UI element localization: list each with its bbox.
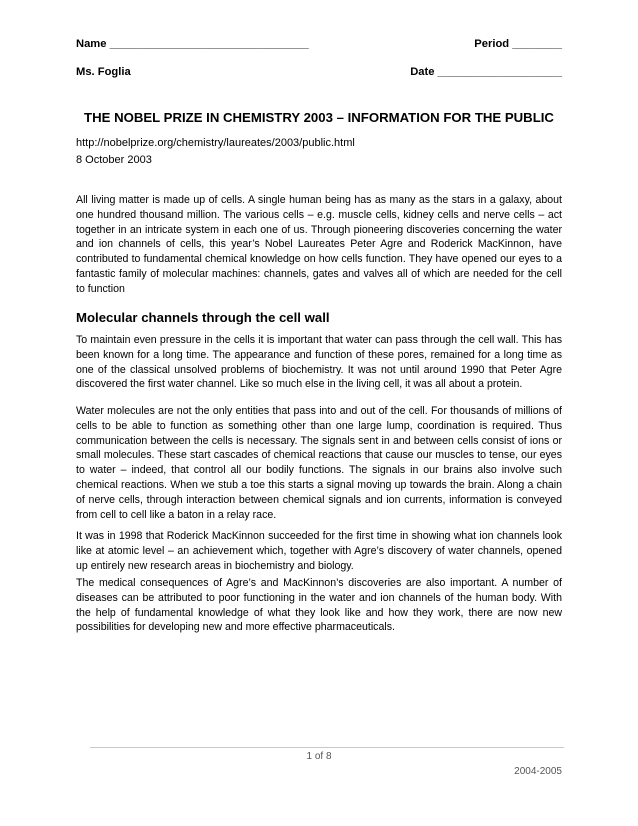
article-date: 8 October 2003	[76, 154, 152, 166]
name-field-label: Name ________________________________	[76, 38, 309, 50]
document-title: THE NOBEL PRIZE IN CHEMISTRY 2003 – INFORMATION FOR THE PUBLIC	[84, 110, 554, 125]
paragraph-medical-consequences: The medical consequences of Agre’s and MacKinnon’s discoveries are also important. A number of diseases can be attributed to poor functioning in the water and ion channels of the human body. With the help of fundamental knowledge of what they look like and how they work, there are now new possibilities for developing new and more effective pharmaceuticals.	[76, 577, 562, 634]
source-url: http://nobelprize.org/chemistry/laureates/2003/public.html	[76, 137, 355, 149]
header-row-name	[76, 38, 562, 50]
paragraph-water-channels: To maintain even pressure in the cells it is important that water can pass through the cell wall. This has been known for a long time. The appearance and function of these pores, remained for a long time as one of the classical unsolved problems of biochemistry. It was not until around 1990 that Peter Agre discovered the first water channel. Like so much else in the living cell, it was all about a protein.	[76, 334, 562, 391]
intro-paragraph: All living matter is made up of cells. A single human being has as many as the stars in a galaxy, about one hundred thousand million. The various cells – e.g. muscle cells, kidney cells and nerve cells – act together in an intricate system in each one of us. Through pioneering discoveries concerning the water and ion channels of cells, this year’s Nobel Laureates Peter Agre and Roderick MacKinnon, have contributed to fundamental chemical knowledge on how cells function. They have opened our eyes to a fantastic family of molecular machines: channels, gates and valves all of which are needed for the cell to function	[76, 194, 562, 295]
date-field-label: Date ____________________	[410, 66, 562, 78]
paragraph-ion-channels: It was in 1998 that Roderick MacKinnon succeeded for the first time in showing what ion channels look like at atomic level – an achievement which, together with Agre’s discovery of water channels, opened up entirely new research areas in biochemistry and biology.	[76, 530, 562, 572]
teacher-name: Ms. Foglia	[76, 66, 131, 78]
paragraph-cell-signals: Water molecules are not the only entities that pass into and out of the cell. For thousands of millions of cells to be able to function as something other than one large lump, coordination is required. Thus communication between the cells is necessary. The signals sent in and between cells consist of ions or small molecules. These start cascades of chemical reactions that cause our muscles to tense, our eyes to water – indeed, that control all our bodily functions. The signals in our brains also involve such chemical reactions. When we stub a toe this starts a signal moving up towards the brain. Along a chain of nerve cells, through interaction between chemical signals and ion currents, information is conveyed from cell to cell like a baton in a relay race.	[76, 405, 562, 521]
page-number: 1 of 8	[306, 751, 332, 762]
footer-year: 2004-2005	[514, 766, 562, 777]
section-heading: Molecular channels through the cell wall	[76, 310, 330, 325]
header-row-teacher	[76, 66, 562, 78]
footer-divider	[90, 747, 564, 748]
period-field-label: Period ________	[474, 38, 562, 50]
